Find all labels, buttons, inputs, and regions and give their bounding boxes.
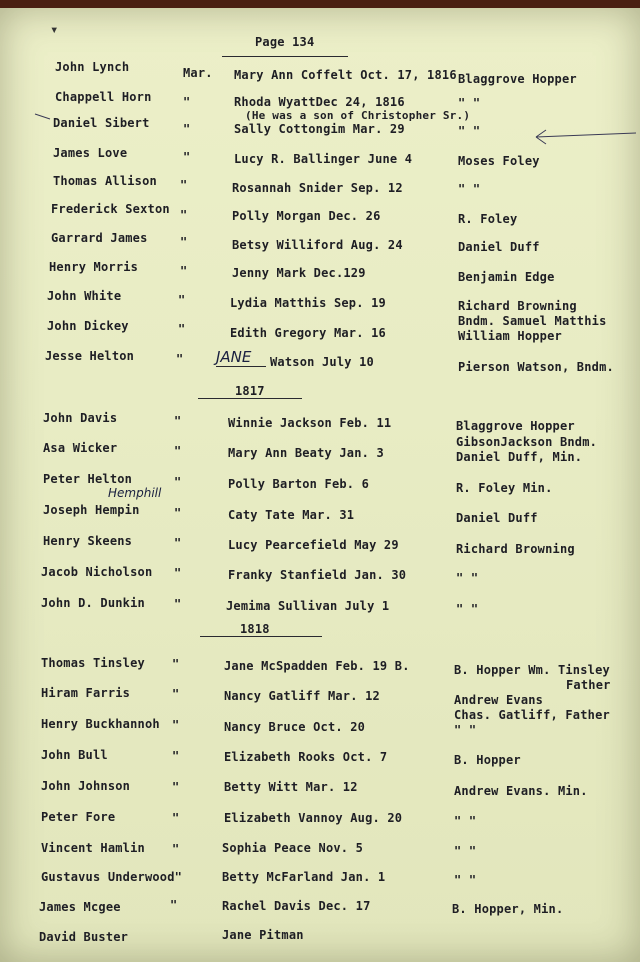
witness: Benjamin Edge — [458, 270, 555, 284]
bride-date: Sophia Peace Nov. 5 — [222, 841, 364, 855]
bride-date: Mary Ann Beaty Jan. 3 — [228, 446, 384, 460]
groom-name: Henry Morris — [49, 260, 139, 274]
groom-name: Jacob Nicholson — [41, 565, 153, 579]
witness: " " — [454, 723, 477, 737]
status: " — [172, 780, 180, 794]
status: " — [172, 811, 180, 825]
status: " — [172, 687, 180, 701]
witness: R. Foley — [458, 212, 518, 226]
document-page — [0, 8, 640, 962]
bride-date: Elizabeth Rooks Oct. 7 — [224, 750, 388, 764]
witness: " " — [454, 814, 477, 828]
groom-name: John Lynch — [55, 60, 130, 74]
status: " — [180, 208, 188, 222]
bride-date: Polly Barton Feb. 6 — [228, 477, 370, 491]
bride-date: Jenny Mark Dec.129 — [232, 266, 366, 280]
bride-date: Franky Stanfield Jan. 30 — [228, 568, 407, 582]
groom-name: Hiram Farris — [41, 686, 131, 700]
witness: " " — [456, 602, 479, 616]
status: " — [174, 414, 182, 428]
handwritten-jane: JANE — [216, 348, 252, 366]
status: " — [174, 536, 182, 550]
bride-date: Edith Gregory Mar. 16 — [230, 326, 386, 340]
bride-date: Polly Morgan Dec. 26 — [232, 209, 381, 223]
status: " — [172, 749, 180, 763]
status: Mar. — [183, 66, 213, 80]
bride-date: Caty Tate Mar. 31 — [228, 508, 355, 522]
status: " — [174, 444, 182, 458]
handwritten-hemphill: Hemphill — [108, 486, 162, 500]
witness: Blaggrove Hopper — [458, 72, 577, 86]
bride-date: Betty Witt Mar. 12 — [224, 780, 358, 794]
status: " — [183, 150, 191, 164]
year-divider — [200, 636, 322, 637]
bride-date: Betty McFarland Jan. 1 — [222, 870, 386, 884]
witness: Moses Foley — [458, 154, 540, 168]
groom-name: Henry Buckhannoh — [41, 717, 160, 731]
groom-name: Jesse Helton — [45, 349, 135, 363]
witness: R. Foley Min. — [456, 481, 553, 495]
witness: Daniel Duff — [458, 240, 540, 254]
bride-date: Lucy Pearcefield May 29 — [228, 538, 399, 552]
year-heading-1817: 1817 — [235, 384, 265, 398]
status: " — [183, 95, 191, 109]
handwriting-underline — [216, 366, 266, 367]
groom-name: John Bull — [41, 748, 108, 762]
bride-date: Jemima Sullivan July 1 — [226, 599, 390, 613]
bride-date: Rosannah Snider Sep. 12 — [232, 181, 403, 195]
bride-date: Mary Ann Coffelt Oct. 17, 1816 — [234, 68, 457, 82]
status: " — [176, 352, 184, 366]
bride-date: Watson July 10 — [270, 355, 374, 369]
status: " — [174, 475, 182, 489]
groom-name: Peter Helton — [43, 472, 133, 486]
witness: Andrew Evans. Min. — [454, 784, 588, 798]
status: " — [180, 235, 188, 249]
witness: " " — [454, 844, 477, 858]
status: " — [178, 322, 186, 336]
title-underline — [222, 56, 348, 57]
groom-name: Asa Wicker — [43, 441, 118, 455]
status: " — [178, 293, 186, 307]
groom-name: Peter Fore — [41, 810, 116, 824]
status: " — [174, 506, 182, 520]
bride-date: Lydia Matthis Sep. 19 — [230, 296, 386, 310]
ink-mark-icon: ▾ — [50, 22, 59, 38]
status: " — [172, 718, 180, 732]
bride-date: Winnie Jackson Feb. 11 — [228, 416, 392, 430]
witness: B. Hopper — [454, 753, 521, 767]
pencil-mark-icon — [34, 112, 52, 122]
groom-name: James Love — [53, 146, 128, 160]
minister: Daniel Duff, Min. — [456, 450, 583, 464]
bondsman: GibsonJackson Bndm. — [456, 435, 598, 449]
bride-date: Nancy Bruce Oct. 20 — [224, 720, 366, 734]
groom-name: John Davis — [43, 411, 118, 425]
witness: Richard Browning — [458, 299, 577, 313]
groom-name: Frederick Sexton — [51, 202, 170, 216]
groom-name: John D. Dunkin — [41, 596, 145, 610]
witness: Daniel Duff — [456, 511, 538, 525]
bride-date: Nancy Gatliff Mar. 12 — [224, 689, 380, 703]
bride-date: Rachel Davis Dec. 17 — [222, 899, 371, 913]
witness: Pierson Watson, Bndm. — [458, 360, 614, 374]
status: " — [180, 178, 188, 192]
groom-name: Chappell Horn — [55, 90, 152, 104]
status: " — [174, 597, 182, 611]
groom-name: David Buster — [39, 930, 129, 944]
groom-name: Thomas Tinsley — [41, 656, 145, 670]
bride-date: Jane Pitman — [222, 928, 304, 942]
witness: B. Hopper Wm. Tinsley — [454, 663, 610, 677]
year-heading-1818: 1818 — [240, 622, 270, 636]
witness: " " — [458, 182, 481, 196]
bride-date: Elizabeth Vannoy Aug. 20 — [224, 811, 403, 825]
groom-name: Garrard James — [51, 231, 148, 245]
groom-name: Henry Skeens — [43, 534, 133, 548]
status: " — [172, 657, 180, 671]
groom-name: Vincent Hamlin — [41, 841, 145, 855]
witness: " " — [458, 124, 481, 138]
witness: Andrew Evans — [454, 693, 544, 707]
witness: " " — [458, 96, 481, 110]
witness: Richard Browning — [456, 542, 575, 556]
witness: Blaggrove Hopper — [456, 419, 575, 433]
witness: William Hopper — [458, 329, 562, 343]
bride-date: Rhoda WyattDec 24, 1816 — [234, 95, 405, 109]
year-divider — [198, 398, 302, 399]
status: " — [172, 842, 180, 856]
groom-name: John Johnson — [41, 779, 131, 793]
bride-date: Betsy Williford Aug. 24 — [232, 238, 403, 252]
annotation: (He was a son of Christopher Sr.) — [245, 109, 471, 122]
groom-name: Joseph Hempin — [43, 503, 140, 517]
status: " — [180, 264, 188, 278]
status: " — [183, 122, 191, 136]
witness: " " — [454, 873, 477, 887]
status: " — [174, 566, 182, 580]
witness: " " — [456, 571, 479, 585]
pencil-arrow-icon — [532, 126, 640, 148]
bondsman: Bndm. Samuel Matthis — [458, 314, 607, 328]
bride-date: Jane McSpadden Feb. 19 B. — [224, 659, 410, 673]
status: " — [170, 898, 178, 912]
minister: B. Hopper, Min. — [452, 902, 564, 916]
page-title: Page 134 — [255, 35, 315, 49]
groom-name: John Dickey — [47, 319, 129, 333]
relation: Father — [566, 678, 611, 692]
relation: Chas. Gatliff, Father — [454, 708, 610, 722]
groom-name: John White — [47, 289, 122, 303]
groom-name: Thomas Allison — [53, 174, 157, 188]
groom-name: James Mcgee — [39, 900, 121, 914]
groom-name: Gustavus Underwood" — [41, 870, 183, 884]
bride-date: Sally Cottongim Mar. 29 — [234, 122, 405, 136]
groom-name: Daniel Sibert — [53, 116, 150, 130]
bride-date: Lucy R. Ballinger June 4 — [234, 152, 413, 166]
